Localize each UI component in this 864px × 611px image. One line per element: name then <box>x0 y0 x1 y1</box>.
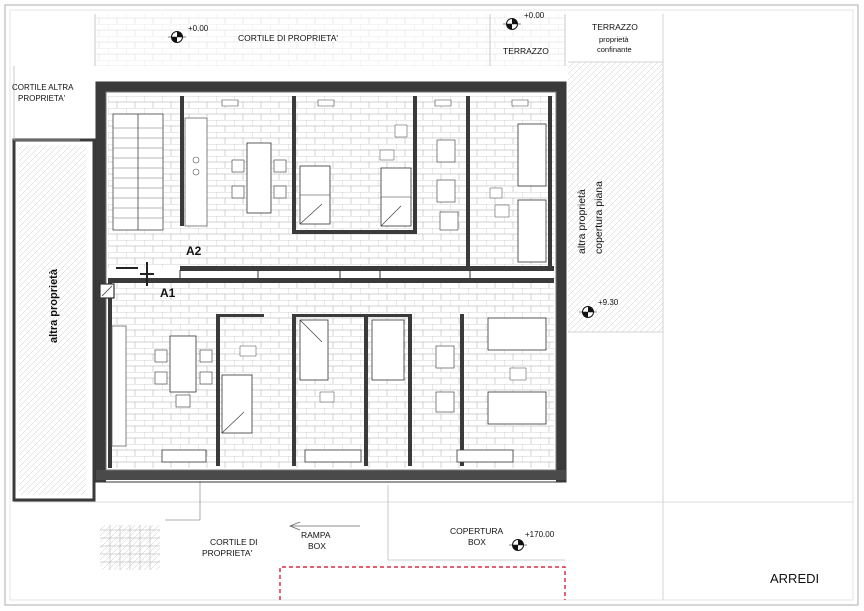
bed <box>372 320 404 380</box>
dining-table <box>170 336 196 392</box>
level-right: +9.30 <box>598 298 619 307</box>
label-cortile-altra-1: CORTILE ALTRA <box>12 83 74 92</box>
level-terrazzo: +0.00 <box>524 11 545 20</box>
label-copertura-1: COPERTURA <box>450 526 504 536</box>
bed <box>300 320 328 380</box>
level-bottom: +170.00 <box>525 530 555 539</box>
bed <box>518 200 546 262</box>
washbasin <box>437 180 455 202</box>
bed <box>222 375 252 433</box>
sheet-title: ARREDI <box>770 571 820 586</box>
dining-table <box>247 143 271 213</box>
unit-a2 <box>108 96 554 271</box>
courtyard-bottom <box>14 482 853 600</box>
wc <box>437 140 455 162</box>
level-top: +0.00 <box>188 24 209 33</box>
washbasin <box>436 346 454 368</box>
label-cortile-top: CORTILE DI PROPRIETA' <box>238 33 339 43</box>
label-terrazzo-confinante-3: confinante <box>597 45 632 54</box>
label-rampa-1: RAMPA <box>301 530 331 540</box>
label-terrazzo-confinante-2: proprietà <box>599 35 629 44</box>
bed <box>518 124 546 186</box>
label-cortile-altra-2: PROPRIETA' <box>18 94 66 103</box>
label-rampa-2: BOX <box>308 541 326 551</box>
label-terrazzo: TERRAZZO <box>503 46 549 56</box>
kitchen-counter <box>112 326 126 446</box>
label-altra-proprieta-right-2: copertura piana <box>593 181 605 254</box>
level-marker-bottom <box>509 540 527 551</box>
property-boundary-red <box>280 567 565 600</box>
kitchen-counter <box>185 118 207 226</box>
neighbour-roof <box>568 14 663 600</box>
label-altra-proprieta-right-1: altra proprietà <box>576 189 588 254</box>
bed <box>488 318 546 350</box>
label-cortile-bottom-2: PROPRIETA' <box>202 548 253 558</box>
label-unit-a2: A2 <box>186 244 202 258</box>
label-cortile-bottom-1: CORTILE DI <box>210 537 258 547</box>
label-unit-a1: A1 <box>160 286 176 300</box>
label-copertura-2: BOX <box>468 537 486 547</box>
shower <box>440 212 458 230</box>
label-terrazzo-confinante-1: TERRAZZO <box>592 22 638 32</box>
wc <box>436 392 454 412</box>
bed <box>488 392 546 424</box>
label-altra-proprieta-left: altra proprietà <box>48 269 60 343</box>
